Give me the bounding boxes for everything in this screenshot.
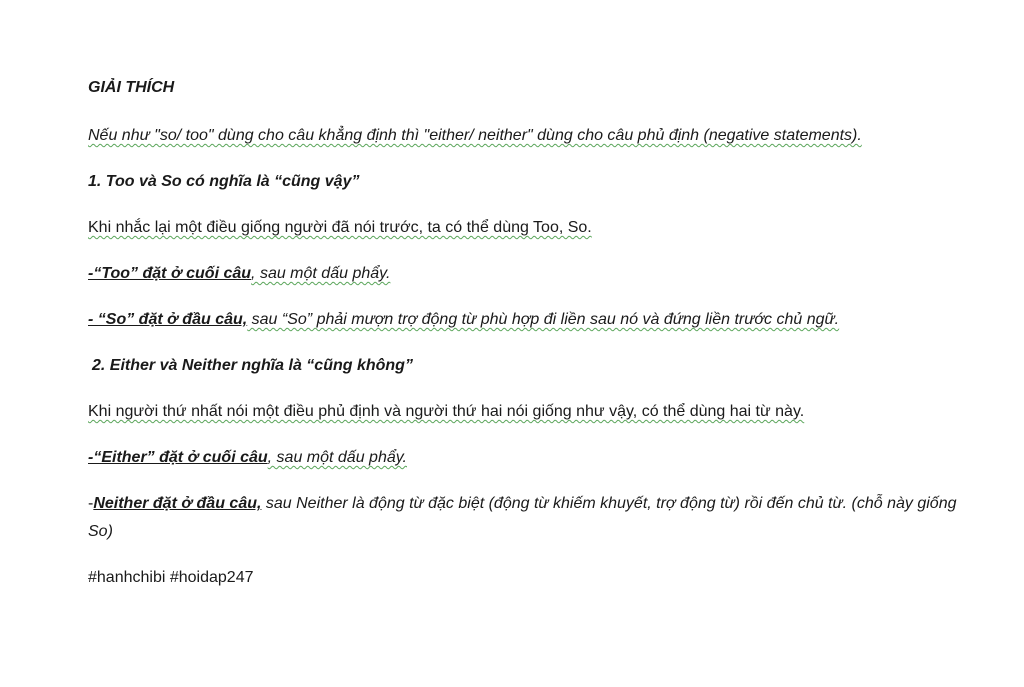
intro-paragraph <box>88 122 978 150</box>
hashtags: #hanhchibi #hoidap247 <box>88 569 254 586</box>
intro-text: Nếu như "so/ too" dùng cho câu khẳng định thì "either/ neither" dùng cho câu phủ định (negative statements). <box>88 127 862 144</box>
section2-heading: 2. Either và Neither nghĩa là “cũng không” <box>92 357 413 374</box>
section1-body <box>88 214 978 242</box>
section1-heading: 1. Too và So có nghĩa là “cũng vậy” <box>88 173 360 190</box>
section2-rule1-rest: , sau một dấu phẩy. <box>267 449 407 466</box>
section2-rule2-rest: sau Neither là động từ đặc biệt (động từ khiếm khuyết, trợ động từ) rồi đến chủ từ. (chỗ này giống So) <box>88 495 957 540</box>
section1-rule1-bold: -“Too” đặt ở cuối câu <box>88 265 252 282</box>
section1-rule2 <box>88 306 978 334</box>
section2-rule1-bold: -“Either” đặt ở cuối câu <box>88 449 268 466</box>
section1-rule2-bold: - “So” đặt ở đầu câu, <box>88 311 248 328</box>
section2-rule2 <box>88 490 978 546</box>
document-page <box>88 74 978 610</box>
section1-rule1 <box>88 260 978 288</box>
section1-rule1-rest: , sau một dấu phẩy. <box>251 265 391 282</box>
section2-rule2-dash: - <box>88 495 94 512</box>
section2-rule1 <box>88 444 978 472</box>
section2-rule2-bold: Neither đặt ở đầu câu, <box>93 495 262 512</box>
section1-rule2-rest: sau “So” phải mượn trợ động từ phù hợp đi liền sau nó và đứng liền trước chủ ngữ. <box>247 311 840 328</box>
section2-body <box>88 398 978 426</box>
doc-title: GIẢI THÍCH <box>88 79 175 96</box>
section2-body-text: Khi người thứ nhất nói một điều phủ định và người thứ hai nói giống như vậy, có thể dùng hai từ này. <box>88 403 805 420</box>
section1-body-text: Khi nhắc lại một điều giống người đã nói trước, ta có thể dùng Too, So. <box>88 219 592 236</box>
